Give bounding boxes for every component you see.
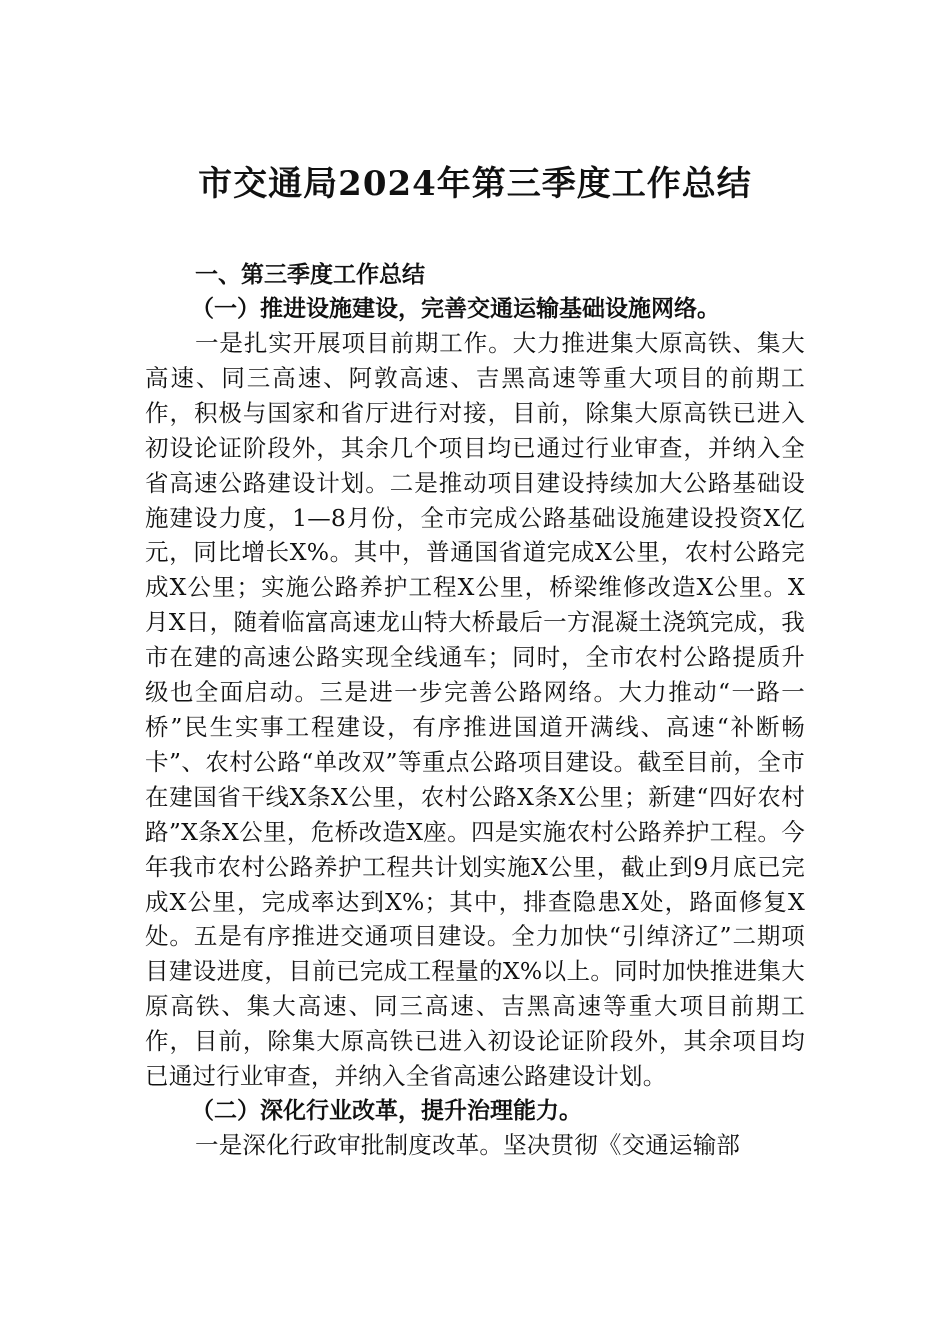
document-title: 市交通局2024年第三季度工作总结 xyxy=(198,164,752,204)
body-paragraph-2: 一是深化行政审批制度改革。坚决贯彻《交通运输部 xyxy=(195,1130,741,1159)
document-body xyxy=(145,258,805,1163)
subsection-heading-1: （一）推进设施建设，完善交通运输基础设施网络。 xyxy=(191,295,720,322)
subsection-heading-2: （二）深化行业改革，提升治理能力。 xyxy=(191,1096,582,1124)
body-paragraph-1: 一是扎实开展项目前期工作。大力推进集大原高铁、集大高速、同三高速、阿敦高速、吉黑高速等重大项目的前期工作，积极与国家和省厅进行对接，目前，除集大原高铁已进入初设论证阶段外，其余几个项目均已通过行业审查，并纳入全省高速公路建设计划。二是推动项目建设持续加大公路基础设施建设力度，1—8月份，全市完成公路基础设施建设投资X亿元，同比增长X%。其中，普通国省道完成X公里，农村公路完成X公里；实施公路养护工程X公里，桥梁维修改造X公里。X月X日，随着临富高速龙山特大桥最后一方混凝土浇筑完成，我市在建的高速公路实现全线通车；同时，全市农村公路提质升级也全面启动。三是进一步完善公路网络。大力推动“一路一桥”民生实事工程建设，有序推进国道开满线、高速“补断畅卡”、农村公路“单改双”等重点公路项目建设。截至目前，全市在建国省干线X条X公里，农村公路X条X公里；新建“四好农村路”X条X公里，危桥改造X座。四是实施农村公路养护工程。今年我市农村公路养护工程共计划实施X公里，截止到9月底已完成X公里，完成率达到X%；其中，排查隐患X处，路面修复X处。五是有序推进交通项目建设。全力加快“引绰济辽”二期项目建设进度，目前已完成工程量的X%以上。同时加快推进集大原高铁、集大高速、同三高速、吉黑高速等重大项目前期工作，目前，除集大原高铁已进入初设论证阶段外，其余项目均已通过行业审查，并纳入全省高速公路建设计划。 xyxy=(145,329,805,1091)
section-heading: 一、第三季度工作总结 xyxy=(195,262,425,288)
